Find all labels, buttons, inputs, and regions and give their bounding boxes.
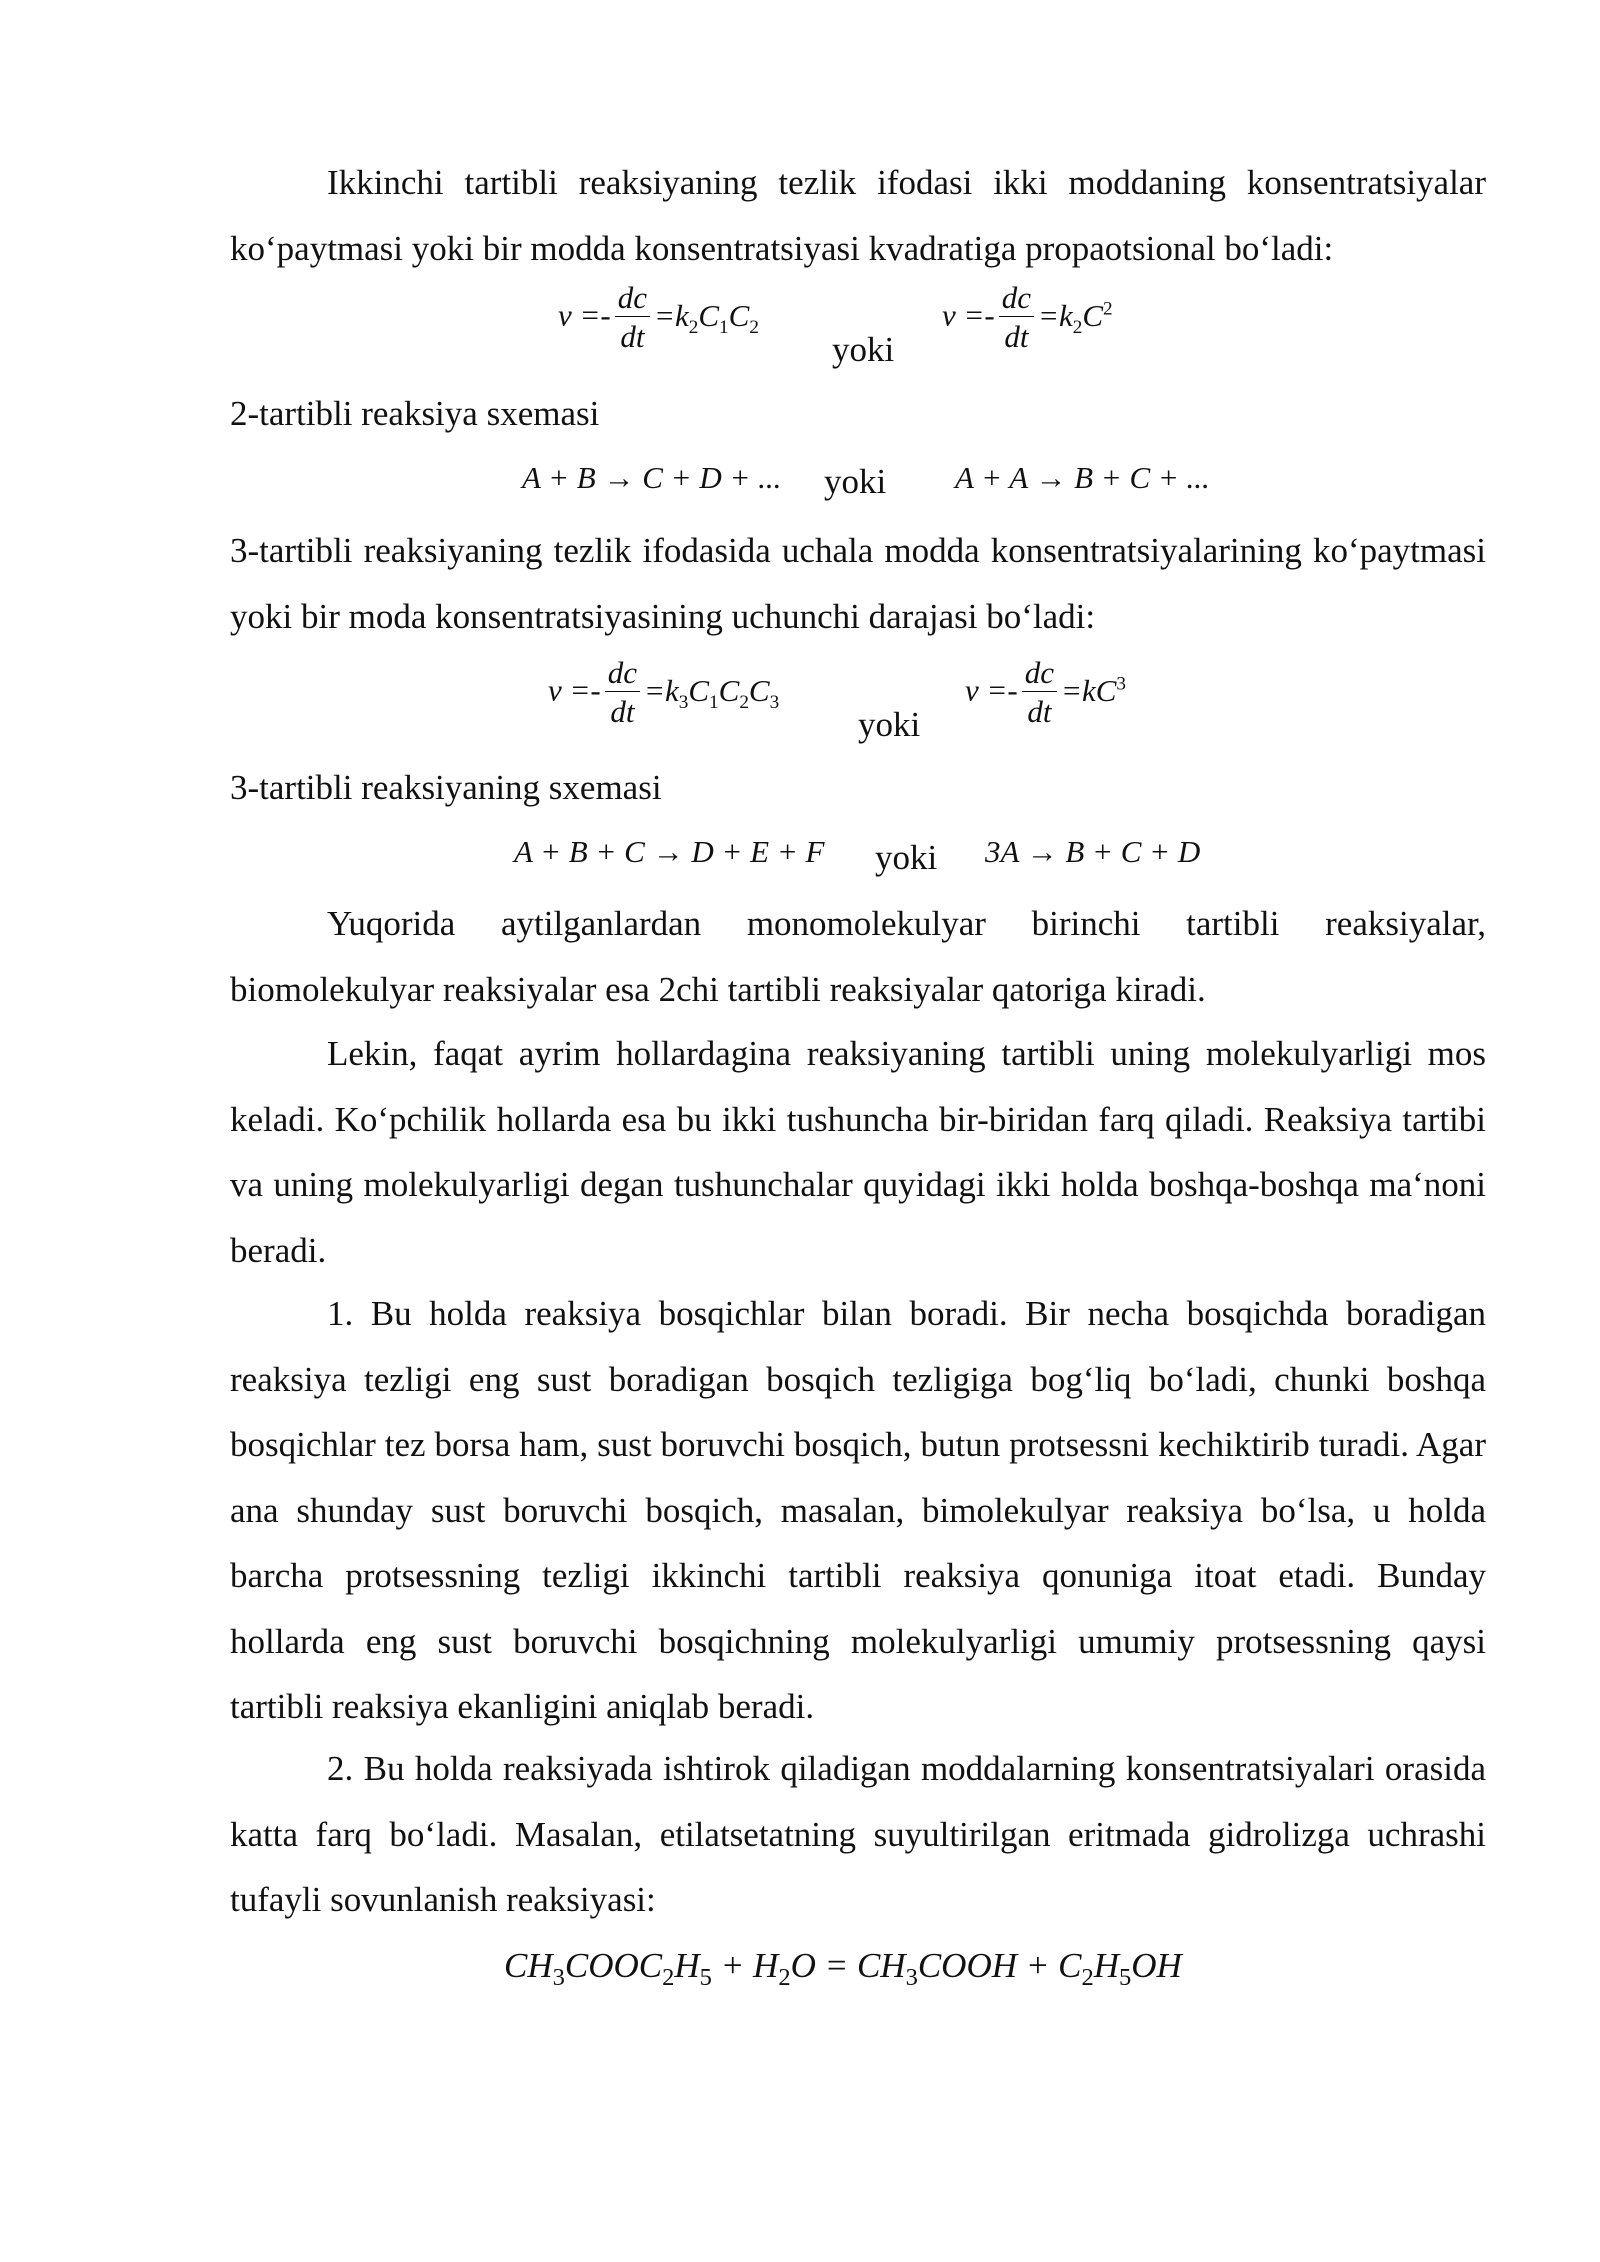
- paragraph-order-vs-molecularity: Lekin, faqat ayrim hollardagina reaksiyaning tartibli uning molekulyarligi mos keladi. Ko‘pchilik hollarda esa bu ikki tushuncha bir-biridan farq qiladi. Reaksiya tartibi va uning molekulyarligi degan tushunchalar quyidagi ikki holda boshqa-boshqa ma‘noni beradi.: [230, 1034, 1486, 1270]
- scheme-label-third-order: 3-tartibli reaksiyaning sxemasi: [230, 768, 662, 807]
- yoki-connector: yoki: [824, 462, 887, 501]
- paragraph-case-two: 2. Bu holda reaksiyada ishtirok qiladigan moddalarning konsentratsiyalari orasida katta farq bo‘ladi. Masalan, etilatsetatning suyultirilgan eritmada gidrolizga uchrashi tufayli sovunlanish reaksiyasi:: [230, 1749, 1486, 1919]
- scheme-second-order-a: A + B → C + D + ...: [522, 460, 782, 495]
- scheme-third-order-a: A + B + C → D + E + F: [514, 834, 825, 869]
- paragraph-molecularity-summary: Yuqorida aytilganlardan monomolekulyar birinchi tartibli reaksiyalar, biomolekulyar reaksiyalar esa 2chi tartibli reaksiyalar qatoriga kiradi.: [230, 904, 1486, 1009]
- yoki-connector: yoki: [875, 838, 938, 877]
- yoki-connector: yoki: [858, 705, 921, 744]
- rate-equation-third-order-one-species: ν =- $\frac{dc}{dt}$ $=kC^3$: [965, 655, 1126, 729]
- yoki-connector: yoki: [832, 330, 895, 369]
- scheme-second-order-b: A + A → B + C + ...: [955, 460, 1210, 495]
- rate-equation-second-order-two-species: ν =- $\frac{dc}{dt}$ $=k_2C_1C_2$: [558, 280, 759, 354]
- paragraph-case-one: 1. Bu holda reaksiya bosqichlar bilan boradi. Bir necha bosqichda boradigan reaksiya tezligi eng sust boradigan bosqich tezligiga bog‘liq bo‘ladi, chunki boshqa bosqichlar tez borsa ham, sust boruvchi bosqich, butun protsessni kechiktirib turadi. Agar ana shunday sust boruvchi bosqich, masalan, bimolekulyar reaksiya bo‘lsa, u holda barcha protsessning tezligi ikkinchi tartibli reaksiya qonuniga itoat etadi. Bunday hollarda eng sust boruvchi bosqichning molekulyarligi umumiy protsessning qaysi tartibli reaksiya ekanligini aniqlab beradi.: [230, 1294, 1486, 1726]
- scheme-third-order-b: 3A → B + C + D: [985, 834, 1201, 869]
- rate-equation-second-order-one-species: ν =- $\frac{dc}{dt}$ $=k_2C^2$: [942, 280, 1113, 354]
- paragraph-third-order-rate: 3-tartibli reaksiyaning tezlik ifodasida uchala modda konsentratsiyalarining ko‘paytmasi yoki bir moda konsentratsiyasining uchunchi darajasi bo‘ladi:: [230, 531, 1486, 636]
- scheme-label-second-order: 2-tartibli reaksiya sxemasi: [230, 394, 600, 433]
- saponification-equation: $CH_3COOC_2H_5 + H_2O$ = $CH_3COOH + C_2H_5OH$: [504, 1946, 1182, 1991]
- paragraph-second-order-rate: Ikkinchi tartibli reaksiyaning tezlik ifodasi ikki moddaning konsentratsiyalar ko‘paytmasi yoki bir modda konsentratsiyasi kvadratiga propaotsional bo‘ladi:: [230, 163, 1486, 268]
- rate-equation-third-order-three-species: ν =- $\frac{dc}{dt}$ $=k_3C_1C_2C_3$: [548, 655, 780, 729]
